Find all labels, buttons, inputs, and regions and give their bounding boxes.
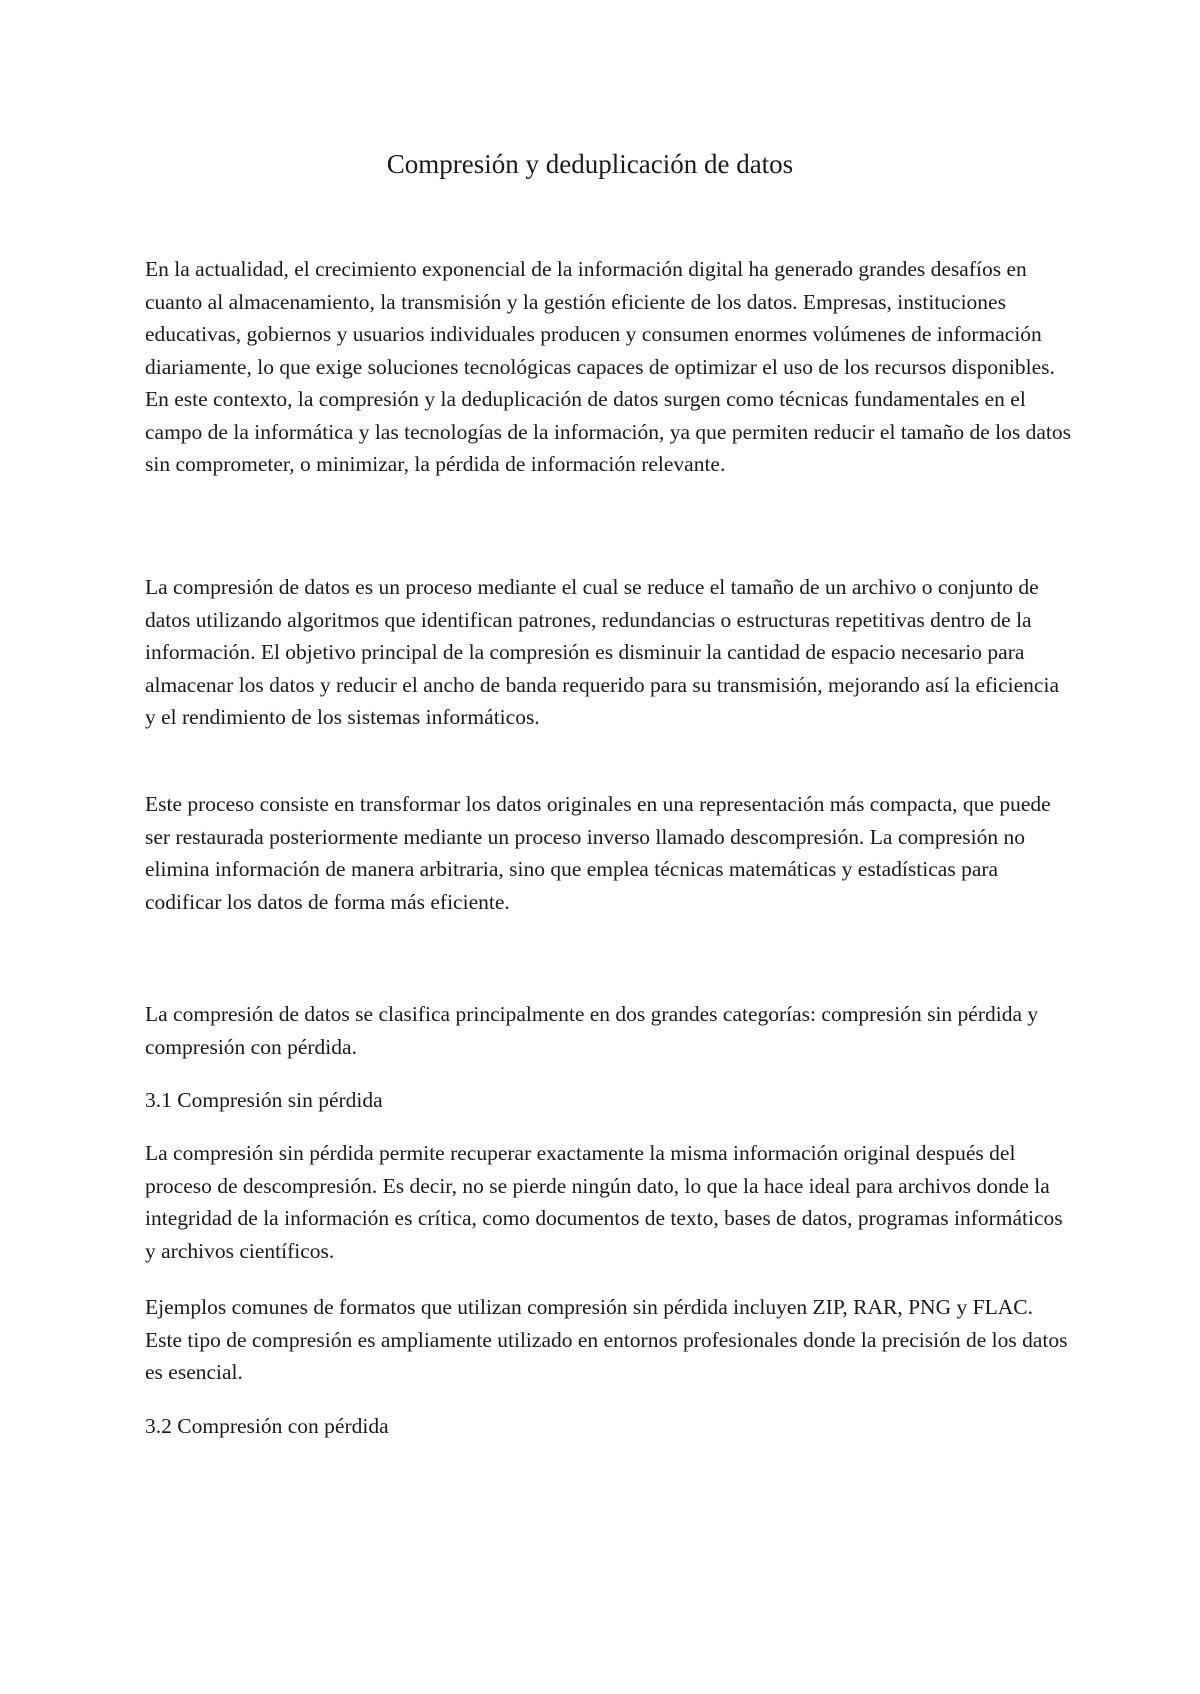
paragraph-introduction: En la actualidad, el crecimiento exponencial de la información digital ha generado grandes desafíos en cuanto al almacenamiento, la transmisión y la gestión eficiente de los datos. Empresas, instituciones educativas, gobiernos y usuarios individuales producen y consumen enormes volúmenes de información diariamente, lo que exige soluciones tecnológicas capaces de optimizar el uso de los recursos disponibles. En este contexto, la compresión y la deduplicación de datos surgen como técnicas fundamentales en el campo de la informática y las tecnologías de la información, ya que permiten reducir el tamaño de los datos sin comprometer, o minimizar, la pérdida de información relevante.	[145, 257, 1071, 476]
paragraph-compression-categories: La compresión de datos se clasifica principalmente en dos grandes categorías: compresión sin pérdida y compresión con pérdida.	[145, 1002, 1039, 1059]
paragraph-compression-process: Este proceso consiste en transformar los datos originales en una representación más compacta, que puede ser restaurada posteriormente mediante un proceso inverso llamado descompresión. La compresión no elimina información de manera arbitraria, sino que emplea técnicas matemáticas y estadísticas para codificar los datos de forma más eficiente.	[145, 792, 1051, 914]
paragraph-lossless-examples: Ejemplos comunes de formatos que utilizan compresión sin pérdida incluyen ZIP, RAR, PNG y FLAC. Este tipo de compresión es ampliamente utilizado en entornos profesionales donde la precisión de los datos es esencial.	[145, 1295, 1068, 1384]
paragraph-compression-definition: La compresión de datos es un proceso mediante el cual se reduce el tamaño de un archivo o conjunto de datos utilizando algoritmos que identifican patrones, redundancias o estructuras repetitivas dentro de la información. El objetivo principal de la compresión es disminuir la cantidad de espacio necesario para almacenar los datos y reducir el ancho de banda requerido para su transmisión, mejorando así la eficiencia y el rendimiento de los sistemas informáticos.	[145, 575, 1059, 729]
section-heading-lossy: 3.2 Compresión con pérdida	[145, 1414, 389, 1438]
section-heading-lossless: 3.1 Compresión sin pérdida	[145, 1088, 383, 1112]
paragraph-lossless-description: La compresión sin pérdida permite recuperar exactamente la misma información original después del proceso de descompresión. Es decir, no se pierde ningún dato, lo que la hace ideal para archivos donde la integridad de la información es crítica, como documentos de texto, bases de datos, programas informáticos y archivos científicos.	[145, 1141, 1063, 1263]
document-title: Compresión y deduplicación de datos	[386, 149, 794, 179]
